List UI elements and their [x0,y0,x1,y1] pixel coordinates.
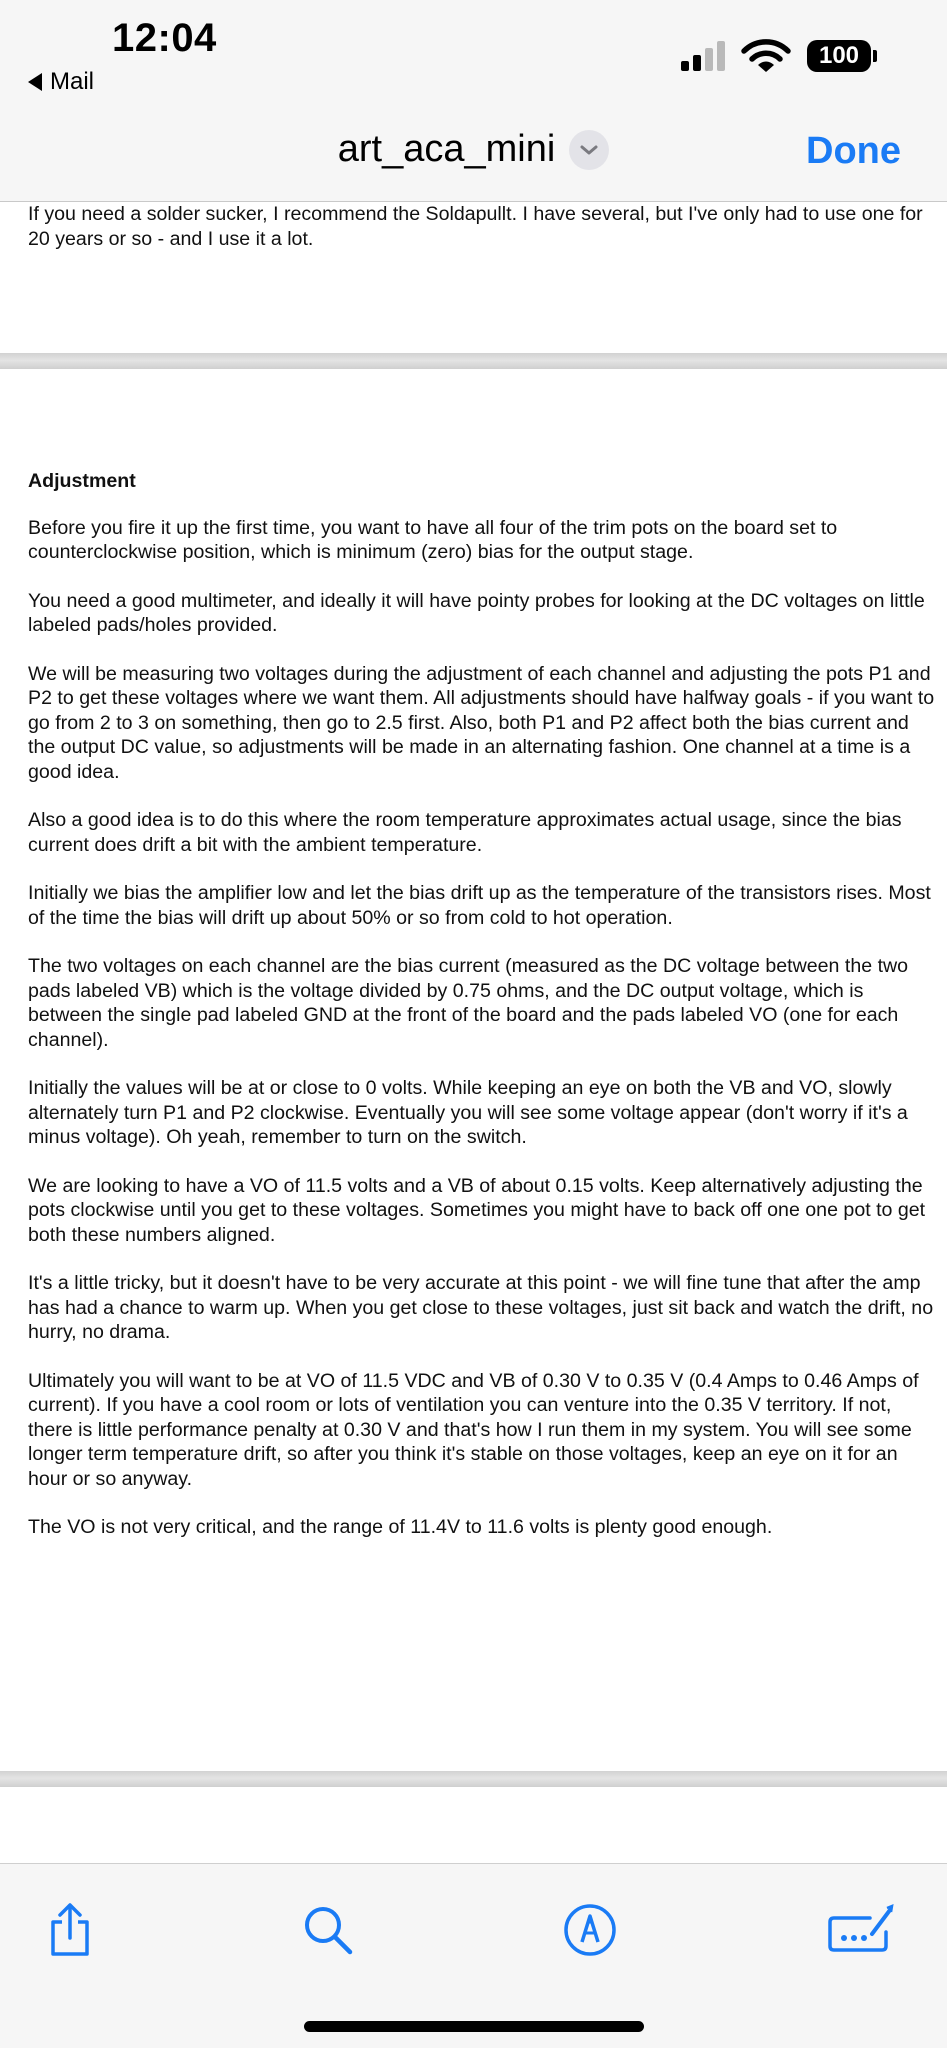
title-menu-button[interactable] [0,128,947,171]
battery-icon [807,40,877,72]
document-title: art_aca_mini [337,128,556,170]
document-viewer[interactable] [0,203,947,1863]
battery-level: 100 [807,40,871,72]
status-bar [0,0,947,100]
chevron-down-icon[interactable] [569,130,609,170]
back-to-app-button[interactable] [28,68,94,96]
paragraph: The two voltages on each channel are the bias current (measured as the DC voltage between the two pads labeled VB) which is the voltage divided by 0.75 ohms, and the DC output voltage, which is between the single pad labeled GND at the front of the board and the pads labeled VO (one for each channel). [28,955,909,1051]
search-icon [302,1904,354,1956]
status-time: 12:04 [112,16,217,60]
paragraph: Ultimately you will want to be at VO of 11.5 VDC and VB of 0.30 V to 0.35 V (0.4 Amps to 0.46 Amps of current). If you have a cool room or lots of ventilation you can venture into the 0.35 V territory. If not, there is little performance penalty at 0.30 V and that's how I run them in my system. You will see some longer term temperature drift, so after you think it's stable on those voltages, keep an eye on it for an hour or so anyway. [28,1369,919,1490]
paragraph: Before you fire it up the first time, you want to have all four of the trim pots on the board set to counterclockwise position, which is minimum (zero) bias for the output stage. [28,516,838,563]
paragraph: The VO is not very critical, and the range of 11.4V to 11.6 volts is plenty good enough. [28,1516,773,1538]
back-arrow-icon [28,73,42,91]
bottom-toolbar [0,1863,947,2048]
markup-icon [562,1902,618,1958]
page-2-content [28,469,938,1564]
page-separator [0,353,947,369]
navigation-bar [0,100,947,202]
cellular-signal-icon [681,41,725,71]
edit-button[interactable] [826,1898,896,1962]
share-button[interactable] [38,1898,102,1962]
done-button[interactable]: Done [806,130,901,172]
back-app-label: Mail [50,68,95,95]
status-indicators [681,38,877,74]
search-button[interactable] [296,1898,360,1962]
paragraph: You need a good multimeter, and ideally it will have pointy probes for looking at the DC voltages on little labeled pads/holes provided. [28,589,925,636]
paragraph: We are looking to have a VO of 11.5 volts and a VB of about 0.15 volts. Keep alternatively adjusting the pots clockwise until you get to these voltages. Sometimes you might have to back off one one pot to get both these numbers aligned. [28,1174,926,1246]
wifi-icon [741,38,791,74]
section-heading: Adjustment [28,470,136,492]
home-indicator[interactable] [304,2021,644,2032]
markup-button[interactable] [558,1898,622,1962]
paragraph: It's a little tricky, but it doesn't have to be very accurate at this point - we will fine tune that after the amp has had a chance to warm up. When you get close to these voltages, just sit back and watch the drift, no hurry, no drama. [28,1272,934,1343]
page-separator [0,1771,947,1787]
edit-icon [826,1904,896,1956]
paragraph: Initially we bias the amplifier low and let the bias drift up as the temperature of the transistors rises. Most of the time the bias will drift up about 50% or so from cold to hot operation. [28,882,931,929]
page-1-paragraph: If you need a solder sucker, I recommend the Soldapullt. I have several, but I've only had to use one for 20 years or so - and I use it a lot. [28,203,923,250]
paragraph: We will be measuring two voltages during the adjustment of each channel and adjusting the pots P1 and P2 to get these voltages where we want them. All adjustments should have halfway goals - if you want to go from 2 to 3 on something, then go to 2.5 first. Also, both P1 and P2 affect both the bias current and the output DC value, so adjustments will be made in an alternating fashion. One channel at a time is a good idea. [28,662,935,783]
paragraph: Initially the values will be at or close to 0 volts. While keeping an eye on both the VB and VO, slowly alternately turn P1 and P2 clockwise. Eventually you will see some voltage appear (don't worry if it's a minus voltage). Oh yeah, remember to turn on the switch. [28,1077,908,1148]
share-icon [45,1902,95,1958]
paragraph: Also a good idea is to do this where the room temperature approximates actual usage, since the bias current does drift a bit with the ambient temperature. [28,809,902,856]
